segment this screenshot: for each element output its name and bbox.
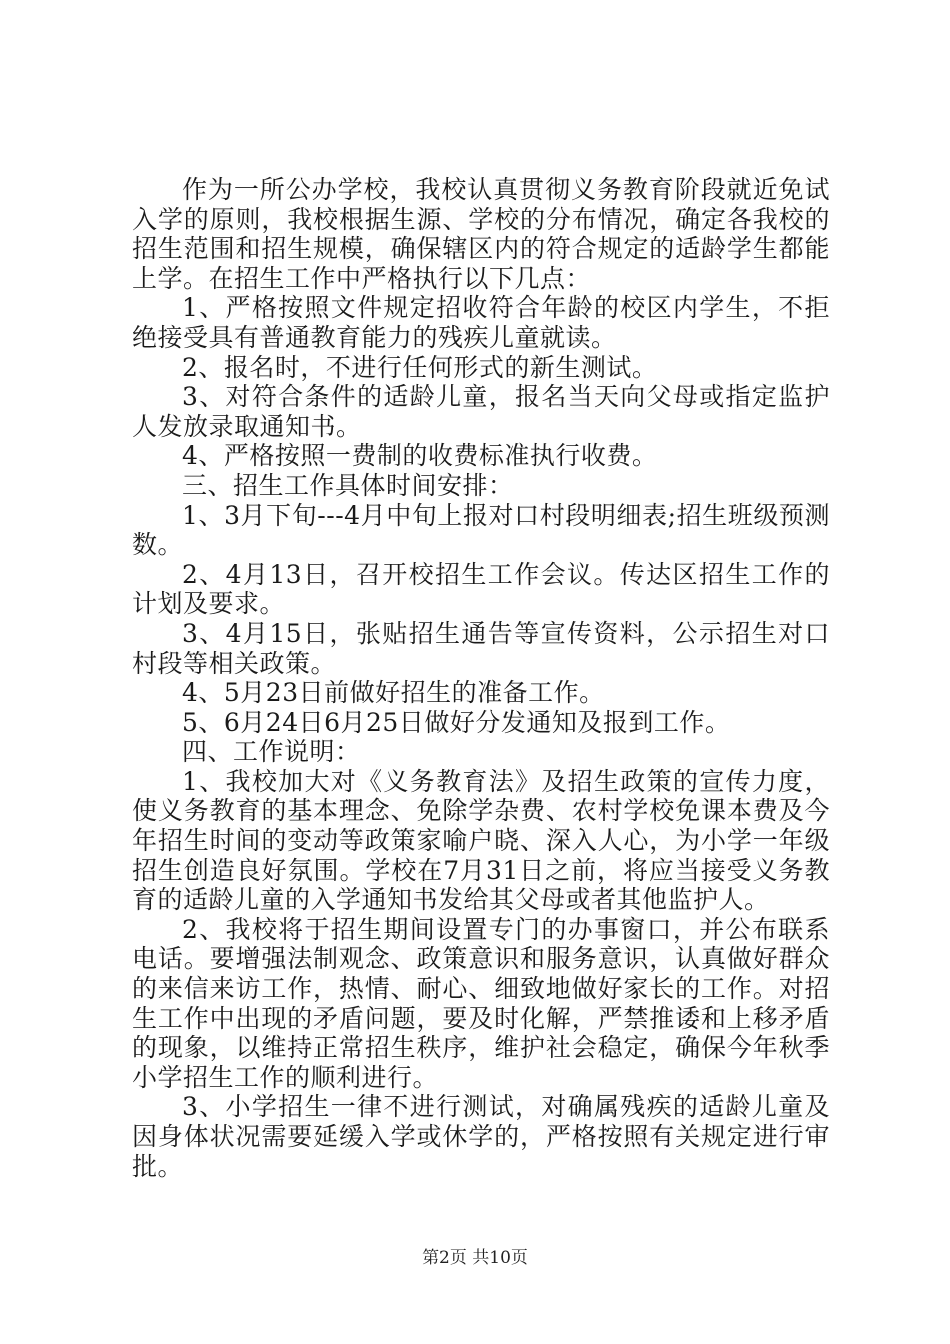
paragraph-schedule-3: 3、4月15日，张贴招生通告等宣传资料，公示招生对口村段等相关政策。: [132, 618, 830, 678]
paragraph-schedule-5: 5、6月24日6月25日做好分发通知及报到工作。: [182, 707, 731, 737]
document-body: [132, 175, 830, 1181]
section-heading-notes: 四、工作说明：: [182, 737, 361, 767]
paragraph-rule-4: 4、严格按照一费制的收费标准执行收费。: [182, 441, 658, 471]
paragraph-note-1: 1、我校加大对《义务教育法》及招生政策的宣传力度，使义务教育的基本理念、免除学杂费、农村学校免课本费及今年招生时间的变动等政策家喻户晓、深入人心，为小学一年级招生创造良好氛围。学校在7月31日之前，将应当接受义务教育的适龄儿童的入学通知书发给其父母或者其他监护人。: [132, 766, 830, 915]
paragraph-intro: 作为一所公办学校，我校认真贯彻义务教育阶段就近免试入学的原则，我校根据生源、学校的分布情况，确定各我校的招生范围和招生规模，确保辖区内的符合规定的适龄学生都能上学。在招生工作中严格执行以下几点：: [132, 175, 830, 293]
paragraph-schedule-2: 2、4月13日，召开校招生工作会议。传达区招生工作的计划及要求。: [132, 559, 830, 619]
paragraph-note-2: 2、我校将于招生期间设置专门的办事窗口，并公布联系电话。要增强法制观念、政策意识和服务意识，认真做好群众的来信来访工作，热情、耐心、细致地做好家长的工作。对招生工作中出现的矛盾问题，要及时化解，严禁推诿和上移矛盾的现象，以维持正常招生秩序，维护社会稳定，确保今年秋季小学招生工作的顺利进行。: [132, 914, 830, 1092]
paragraph-schedule-4: 4、5月23日前做好招生的准备工作。: [182, 678, 605, 708]
paragraph-rule-2: 2、报名时，不进行任何形式的新生测试。: [182, 352, 658, 382]
paragraph-rule-3: 3、对符合条件的适龄儿童，报名当天向父母或指定监护人发放录取通知书。: [132, 382, 830, 441]
paragraph-note-3: 3、小学招生一律不进行测试，对确属残疾的适龄儿童及因身体状况需要延缓入学或休学的，严格按照有关规定进行审批。: [132, 1092, 830, 1181]
page-number-footer: 第2页 共10页: [422, 1248, 528, 1268]
paragraph-rule-1: 1、严格按照文件规定招收符合年龄的校区内学生，不拒绝接受具有普通教育能力的残疾儿童就读。: [132, 293, 830, 352]
paragraph-schedule-1: 1、3月下旬---4月中旬上报对口村段明细表;招生班级预测数。: [132, 500, 830, 560]
section-heading-schedule: 三、招生工作具体时间安排：: [182, 470, 514, 500]
